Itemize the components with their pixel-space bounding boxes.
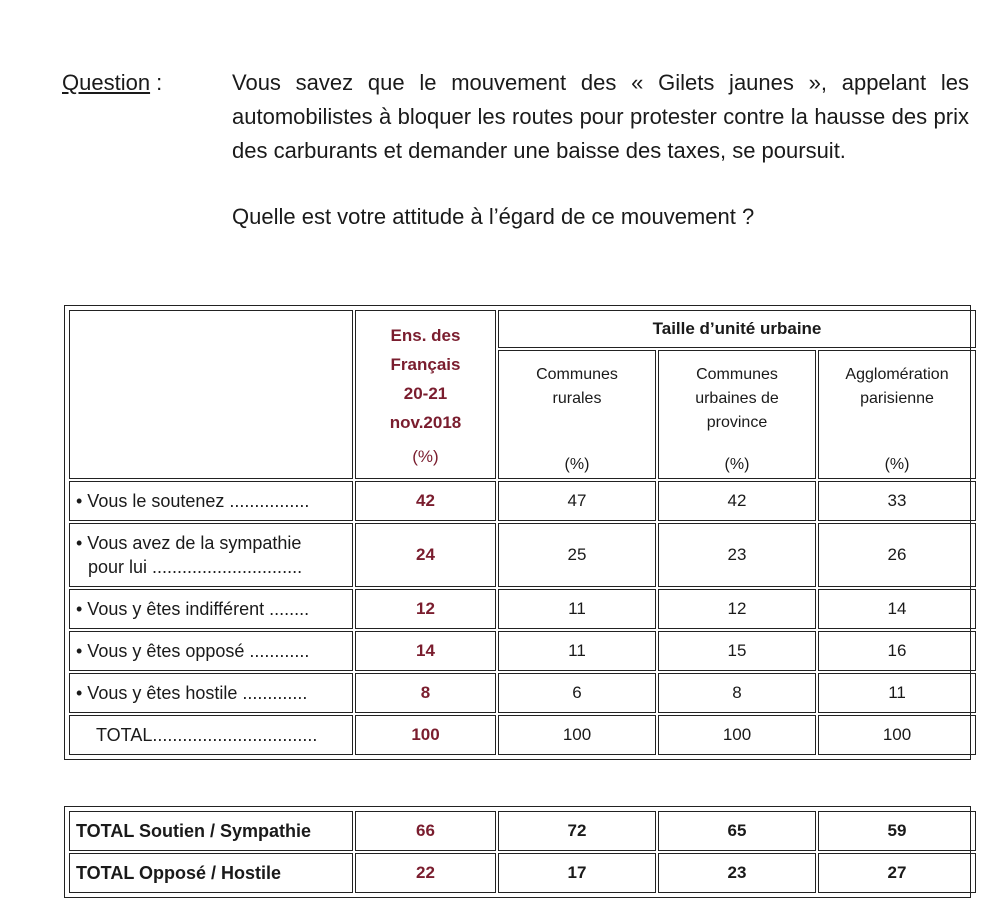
ens-value: 100 xyxy=(355,715,496,755)
row-label: • Vous y êtes hostile ............. xyxy=(69,673,353,713)
value-cell: 72 xyxy=(498,811,656,851)
header-communes-rurales: Communes rurales (%) xyxy=(498,350,656,479)
value-cell: 25 xyxy=(498,523,656,587)
table-row-total xyxy=(69,715,976,755)
ens-value: 66 xyxy=(355,811,496,851)
value-cell: 14 xyxy=(818,589,976,629)
summary-table xyxy=(64,806,971,898)
table-row xyxy=(69,481,976,521)
question-label: Question : xyxy=(62,70,163,95)
value-cell: 26 xyxy=(818,523,976,587)
value-cell: 42 xyxy=(658,481,816,521)
value-cell: 65 xyxy=(658,811,816,851)
value-cell: 11 xyxy=(818,673,976,713)
row-label: • Vous y êtes opposé ............ xyxy=(69,631,353,671)
ens-value: 14 xyxy=(355,631,496,671)
row-label: TOTAL................................. xyxy=(69,715,353,755)
value-cell: 11 xyxy=(498,589,656,629)
results-table xyxy=(64,305,971,760)
ens-value: 8 xyxy=(355,673,496,713)
value-cell: 47 xyxy=(498,481,656,521)
header-communes-urbaines: Communes urbaines de province (%) xyxy=(658,350,816,479)
value-cell: 23 xyxy=(658,523,816,587)
row-label: • Vous le soutenez ................ xyxy=(69,481,353,521)
row-label: • Vous avez de la sympathie pour lui .............................. xyxy=(69,523,353,587)
table-row xyxy=(69,589,976,629)
value-cell: 59 xyxy=(818,811,976,851)
value-cell: 100 xyxy=(658,715,816,755)
table-row xyxy=(69,523,976,587)
summary-row xyxy=(69,853,976,893)
header-ens-des-francais: Ens. des Français 20-21 nov.2018 (%) xyxy=(355,310,496,479)
value-cell: 6 xyxy=(498,673,656,713)
value-cell: 16 xyxy=(818,631,976,671)
value-cell: 100 xyxy=(818,715,976,755)
header-blank-cell xyxy=(69,310,353,479)
ens-value: 42 xyxy=(355,481,496,521)
value-cell: 27 xyxy=(818,853,976,893)
header-taille-unite-urbaine: Taille d’unité urbaine xyxy=(498,310,976,348)
ens-value: 22 xyxy=(355,853,496,893)
table-row xyxy=(69,673,976,713)
summary-label: TOTAL Soutien / Sympathie xyxy=(69,811,353,851)
ens-value: 24 xyxy=(355,523,496,587)
value-cell: 12 xyxy=(658,589,816,629)
value-cell: 8 xyxy=(658,673,816,713)
value-cell: 15 xyxy=(658,631,816,671)
value-cell: 23 xyxy=(658,853,816,893)
table-row xyxy=(69,631,976,671)
question-text xyxy=(232,66,969,234)
row-label: • Vous y êtes indifférent ........ xyxy=(69,589,353,629)
summary-label: TOTAL Opposé / Hostile xyxy=(69,853,353,893)
question-body: Vous savez que le mouvement des « Gilets jaunes », appelant les automobilistes à bloquer les routes pour protester contre la hausse des prix des carburants et demander une baisse des taxes, se poursuit. xyxy=(232,70,969,163)
value-cell: 11 xyxy=(498,631,656,671)
value-cell: 100 xyxy=(498,715,656,755)
summary-row xyxy=(69,811,976,851)
ens-value: 12 xyxy=(355,589,496,629)
sub-question: Quelle est votre attitude à l’égard de ce mouvement ? xyxy=(232,204,755,229)
header-agglomeration-parisienne: Agglomération parisienne (%) xyxy=(818,350,976,479)
value-cell: 33 xyxy=(818,481,976,521)
value-cell: 17 xyxy=(498,853,656,893)
